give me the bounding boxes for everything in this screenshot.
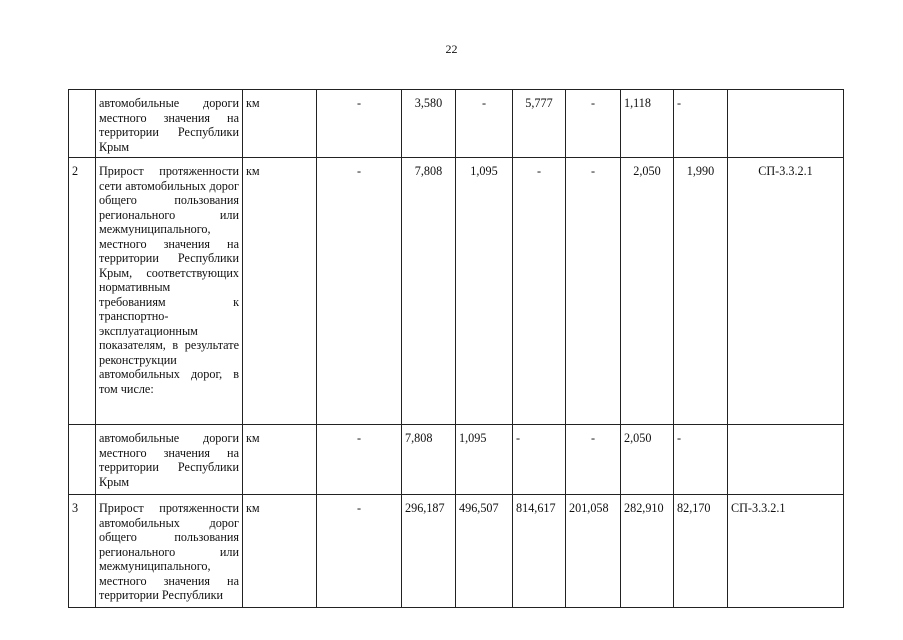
unit-cell: км [243,495,317,608]
indicators-table [68,89,844,608]
reference-cell [728,425,844,495]
value-cell: - [513,425,566,495]
value-cell: 814,617 [513,495,566,608]
value-cell: 7,808 [402,158,456,425]
value-cell: - [456,90,513,158]
value-cell: - [566,425,621,495]
value-cell: 496,507 [456,495,513,608]
value-cell: 1,990 [674,158,728,425]
indicator-name-cell: Прирост протяженности сети автомобильных дорог общего пользования регионального или межмуниципального, местного значения на территории Республики Крым, соответствующих нормативным требованиям к транспортно-эксплуатационным показателям, в результате реконструкции автомобильных дорог, в том числе: [96,158,243,425]
value-cell: 2,050 [621,158,674,425]
value-cell: - [566,90,621,158]
table-row [69,425,844,495]
value-cell: - [674,425,728,495]
value-cell: 1,118 [621,90,674,158]
row-number-cell [69,90,96,158]
row-number-cell: 3 [69,495,96,608]
table-row [69,495,844,608]
value-cell: - [566,158,621,425]
unit-cell: км [243,425,317,495]
table-row [69,90,844,158]
value-cell: - [317,90,402,158]
value-cell: 282,910 [621,495,674,608]
value-cell: - [513,158,566,425]
value-cell: - [674,90,728,158]
value-cell: - [317,495,402,608]
row-number-cell [69,425,96,495]
unit-cell: км [243,90,317,158]
value-cell: - [317,425,402,495]
value-cell: 296,187 [402,495,456,608]
reference-cell: СП-3.3.2.1 [728,495,844,608]
value-cell: 7,808 [402,425,456,495]
value-cell: 2,050 [621,425,674,495]
unit-cell: км [243,158,317,425]
table-row [69,158,844,425]
value-cell: 3,580 [402,90,456,158]
value-cell: - [317,158,402,425]
page-number: 22 [445,42,458,56]
value-cell: 82,170 [674,495,728,608]
value-cell: 5,777 [513,90,566,158]
indicator-name-cell: автомобильные дороги местного значения на территории Республики Крым [96,425,243,495]
reference-cell [728,90,844,158]
reference-cell: СП-3.3.2.1 [728,158,844,425]
indicator-name-cell: Прирост протяженности автомобильных дорог общего пользования регионального или межмуниципального, местного значения на территории Республики [96,495,243,608]
value-cell: 1,095 [456,158,513,425]
value-cell: 201,058 [566,495,621,608]
row-number-cell: 2 [69,158,96,425]
indicator-name-cell: автомобильные дороги местного значения на территории Республики Крым [96,90,243,158]
value-cell: 1,095 [456,425,513,495]
